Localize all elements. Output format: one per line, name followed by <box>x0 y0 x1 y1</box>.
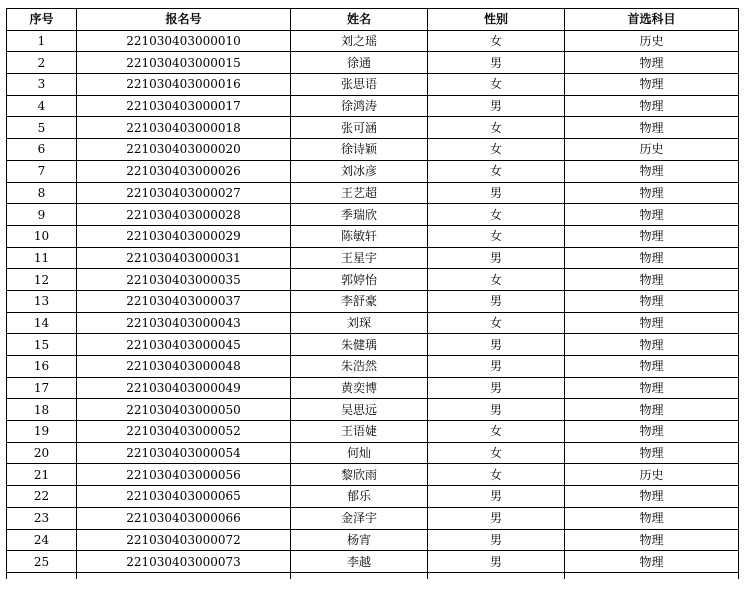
cell-subject: 物理 <box>565 442 739 464</box>
cell-gender: 女 <box>428 225 565 247</box>
cell-name: 张思语 <box>291 74 428 96</box>
cell-registration-number: 221030403000052 <box>77 421 291 443</box>
header-index: 序号 <box>7 9 77 31</box>
cell-index: 24 <box>7 529 77 551</box>
cell-registration-number: 221030403000017 <box>77 95 291 117</box>
cell-subject: 物理 <box>565 377 739 399</box>
cell-subject: 物理 <box>565 551 739 573</box>
cell-registration-number: 221030403000027 <box>77 182 291 204</box>
cell-index: 3 <box>7 74 77 96</box>
cell-gender: 男 <box>428 182 565 204</box>
table-row <box>7 290 739 312</box>
table-row <box>7 399 739 421</box>
table-row <box>7 312 739 334</box>
cell-subject: 物理 <box>565 269 739 291</box>
cell-subject: 物理 <box>565 290 739 312</box>
table-row <box>7 225 739 247</box>
cell-registration-number: 221030403000031 <box>77 247 291 269</box>
cell-gender: 男 <box>428 507 565 529</box>
cell-gender: 女 <box>428 30 565 52</box>
cell-gender: 女 <box>428 421 565 443</box>
cell-gender: 女 <box>428 204 565 226</box>
continuation-cell <box>565 572 739 579</box>
table-row <box>7 182 739 204</box>
table-row <box>7 95 739 117</box>
header-gender: 性别 <box>428 9 565 31</box>
cell-gender: 女 <box>428 117 565 139</box>
cell-index: 9 <box>7 204 77 226</box>
cell-registration-number: 221030403000026 <box>77 160 291 182</box>
cell-index: 12 <box>7 269 77 291</box>
cell-registration-number: 221030403000016 <box>77 74 291 96</box>
cell-gender: 女 <box>428 464 565 486</box>
table-row <box>7 421 739 443</box>
cell-name: 郭婷怡 <box>291 269 428 291</box>
cell-registration-number: 221030403000035 <box>77 269 291 291</box>
cell-name: 黎欣雨 <box>291 464 428 486</box>
cell-subject: 物理 <box>565 95 739 117</box>
cell-subject: 历史 <box>565 30 739 52</box>
cell-subject: 物理 <box>565 160 739 182</box>
cell-gender: 男 <box>428 247 565 269</box>
cell-gender: 男 <box>428 486 565 508</box>
cell-gender: 男 <box>428 334 565 356</box>
cell-gender: 男 <box>428 95 565 117</box>
cell-registration-number: 221030403000066 <box>77 507 291 529</box>
table-row <box>7 356 739 378</box>
cell-name: 金泽宇 <box>291 507 428 529</box>
table-row-continuation <box>7 572 739 579</box>
cell-name: 郁乐 <box>291 486 428 508</box>
cell-name: 王星宇 <box>291 247 428 269</box>
table-row <box>7 442 739 464</box>
header-name: 姓名 <box>291 9 428 31</box>
cell-index: 2 <box>7 52 77 74</box>
cell-index: 11 <box>7 247 77 269</box>
cell-subject: 物理 <box>565 507 739 529</box>
continuation-cell <box>7 572 77 579</box>
cell-gender: 男 <box>428 377 565 399</box>
table-header-row <box>7 9 739 31</box>
table-row <box>7 247 739 269</box>
table-row <box>7 269 739 291</box>
cell-index: 1 <box>7 30 77 52</box>
cell-subject: 物理 <box>565 399 739 421</box>
cell-index: 16 <box>7 356 77 378</box>
cell-subject: 物理 <box>565 421 739 443</box>
cell-name: 李越 <box>291 551 428 573</box>
table-row <box>7 529 739 551</box>
table-row <box>7 204 739 226</box>
cell-name: 刘之瑶 <box>291 30 428 52</box>
table-row <box>7 334 739 356</box>
cell-name: 朱健瑀 <box>291 334 428 356</box>
cell-name: 季瑞欣 <box>291 204 428 226</box>
cell-name: 朱浩然 <box>291 356 428 378</box>
cell-name: 王艺超 <box>291 182 428 204</box>
cell-gender: 男 <box>428 52 565 74</box>
cell-subject: 历史 <box>565 139 739 161</box>
cell-registration-number: 221030403000043 <box>77 312 291 334</box>
cell-registration-number: 221030403000045 <box>77 334 291 356</box>
cell-gender: 男 <box>428 399 565 421</box>
cell-index: 6 <box>7 139 77 161</box>
cell-index: 19 <box>7 421 77 443</box>
cell-subject: 物理 <box>565 52 739 74</box>
cell-name: 徐鸿涛 <box>291 95 428 117</box>
cell-registration-number: 221030403000072 <box>77 529 291 551</box>
cell-name: 王语婕 <box>291 421 428 443</box>
cell-name: 黄奕博 <box>291 377 428 399</box>
table-row <box>7 160 739 182</box>
cell-index: 20 <box>7 442 77 464</box>
header-subject: 首选科目 <box>565 9 739 31</box>
cell-name: 陈敏轩 <box>291 225 428 247</box>
cell-subject: 物理 <box>565 529 739 551</box>
cell-registration-number: 221030403000037 <box>77 290 291 312</box>
table-row <box>7 551 739 573</box>
cell-name: 李舒豪 <box>291 290 428 312</box>
cell-index: 21 <box>7 464 77 486</box>
cell-subject: 物理 <box>565 356 739 378</box>
cell-gender: 男 <box>428 551 565 573</box>
continuation-cell <box>428 572 565 579</box>
cell-subject: 物理 <box>565 247 739 269</box>
cell-gender: 男 <box>428 529 565 551</box>
continuation-cell <box>77 572 291 579</box>
cell-name: 杨宵 <box>291 529 428 551</box>
table-row <box>7 52 739 74</box>
cell-index: 15 <box>7 334 77 356</box>
cell-registration-number: 221030403000050 <box>77 399 291 421</box>
cell-gender: 男 <box>428 356 565 378</box>
cell-index: 22 <box>7 486 77 508</box>
cell-registration-number: 221030403000073 <box>77 551 291 573</box>
cell-gender: 女 <box>428 160 565 182</box>
cell-subject: 物理 <box>565 334 739 356</box>
cell-gender: 男 <box>428 290 565 312</box>
table-row <box>7 507 739 529</box>
cell-registration-number: 221030403000029 <box>77 225 291 247</box>
cell-name: 刘冰彦 <box>291 160 428 182</box>
continuation-cell <box>291 572 428 579</box>
cell-index: 5 <box>7 117 77 139</box>
cell-name: 吴思远 <box>291 399 428 421</box>
cell-subject: 物理 <box>565 225 739 247</box>
cell-registration-number: 221030403000065 <box>77 486 291 508</box>
cell-index: 14 <box>7 312 77 334</box>
cell-name: 徐诗颖 <box>291 139 428 161</box>
cell-gender: 女 <box>428 442 565 464</box>
cell-registration-number: 221030403000020 <box>77 139 291 161</box>
cell-index: 18 <box>7 399 77 421</box>
cell-name: 刘琛 <box>291 312 428 334</box>
cell-index: 17 <box>7 377 77 399</box>
cell-registration-number: 221030403000018 <box>77 117 291 139</box>
table-row <box>7 30 739 52</box>
cell-subject: 物理 <box>565 117 739 139</box>
cell-gender: 女 <box>428 312 565 334</box>
cell-index: 23 <box>7 507 77 529</box>
cell-index: 4 <box>7 95 77 117</box>
roster-table <box>6 8 739 579</box>
table-row <box>7 139 739 161</box>
cell-index: 8 <box>7 182 77 204</box>
cell-index: 10 <box>7 225 77 247</box>
cell-subject: 物理 <box>565 182 739 204</box>
document-title <box>0 0 744 8</box>
cell-name: 何灿 <box>291 442 428 464</box>
header-registration-number: 报名号 <box>77 9 291 31</box>
cell-registration-number: 221030403000048 <box>77 356 291 378</box>
table-row <box>7 377 739 399</box>
cell-registration-number: 221030403000015 <box>77 52 291 74</box>
cell-subject: 物理 <box>565 204 739 226</box>
cell-gender: 女 <box>428 139 565 161</box>
cell-registration-number: 221030403000028 <box>77 204 291 226</box>
table-row <box>7 486 739 508</box>
cell-index: 7 <box>7 160 77 182</box>
cell-subject: 物理 <box>565 74 739 96</box>
cell-index: 13 <box>7 290 77 312</box>
cell-gender: 女 <box>428 74 565 96</box>
cell-gender: 女 <box>428 269 565 291</box>
cell-subject: 物理 <box>565 312 739 334</box>
cell-registration-number: 221030403000054 <box>77 442 291 464</box>
table-row <box>7 464 739 486</box>
cell-registration-number: 221030403000056 <box>77 464 291 486</box>
cell-name: 张可涵 <box>291 117 428 139</box>
table-row <box>7 117 739 139</box>
cell-index: 25 <box>7 551 77 573</box>
cell-subject: 物理 <box>565 486 739 508</box>
table-row <box>7 74 739 96</box>
cell-subject: 历史 <box>565 464 739 486</box>
cell-name: 徐通 <box>291 52 428 74</box>
cell-registration-number: 221030403000010 <box>77 30 291 52</box>
table-body <box>7 30 739 579</box>
cell-registration-number: 221030403000049 <box>77 377 291 399</box>
